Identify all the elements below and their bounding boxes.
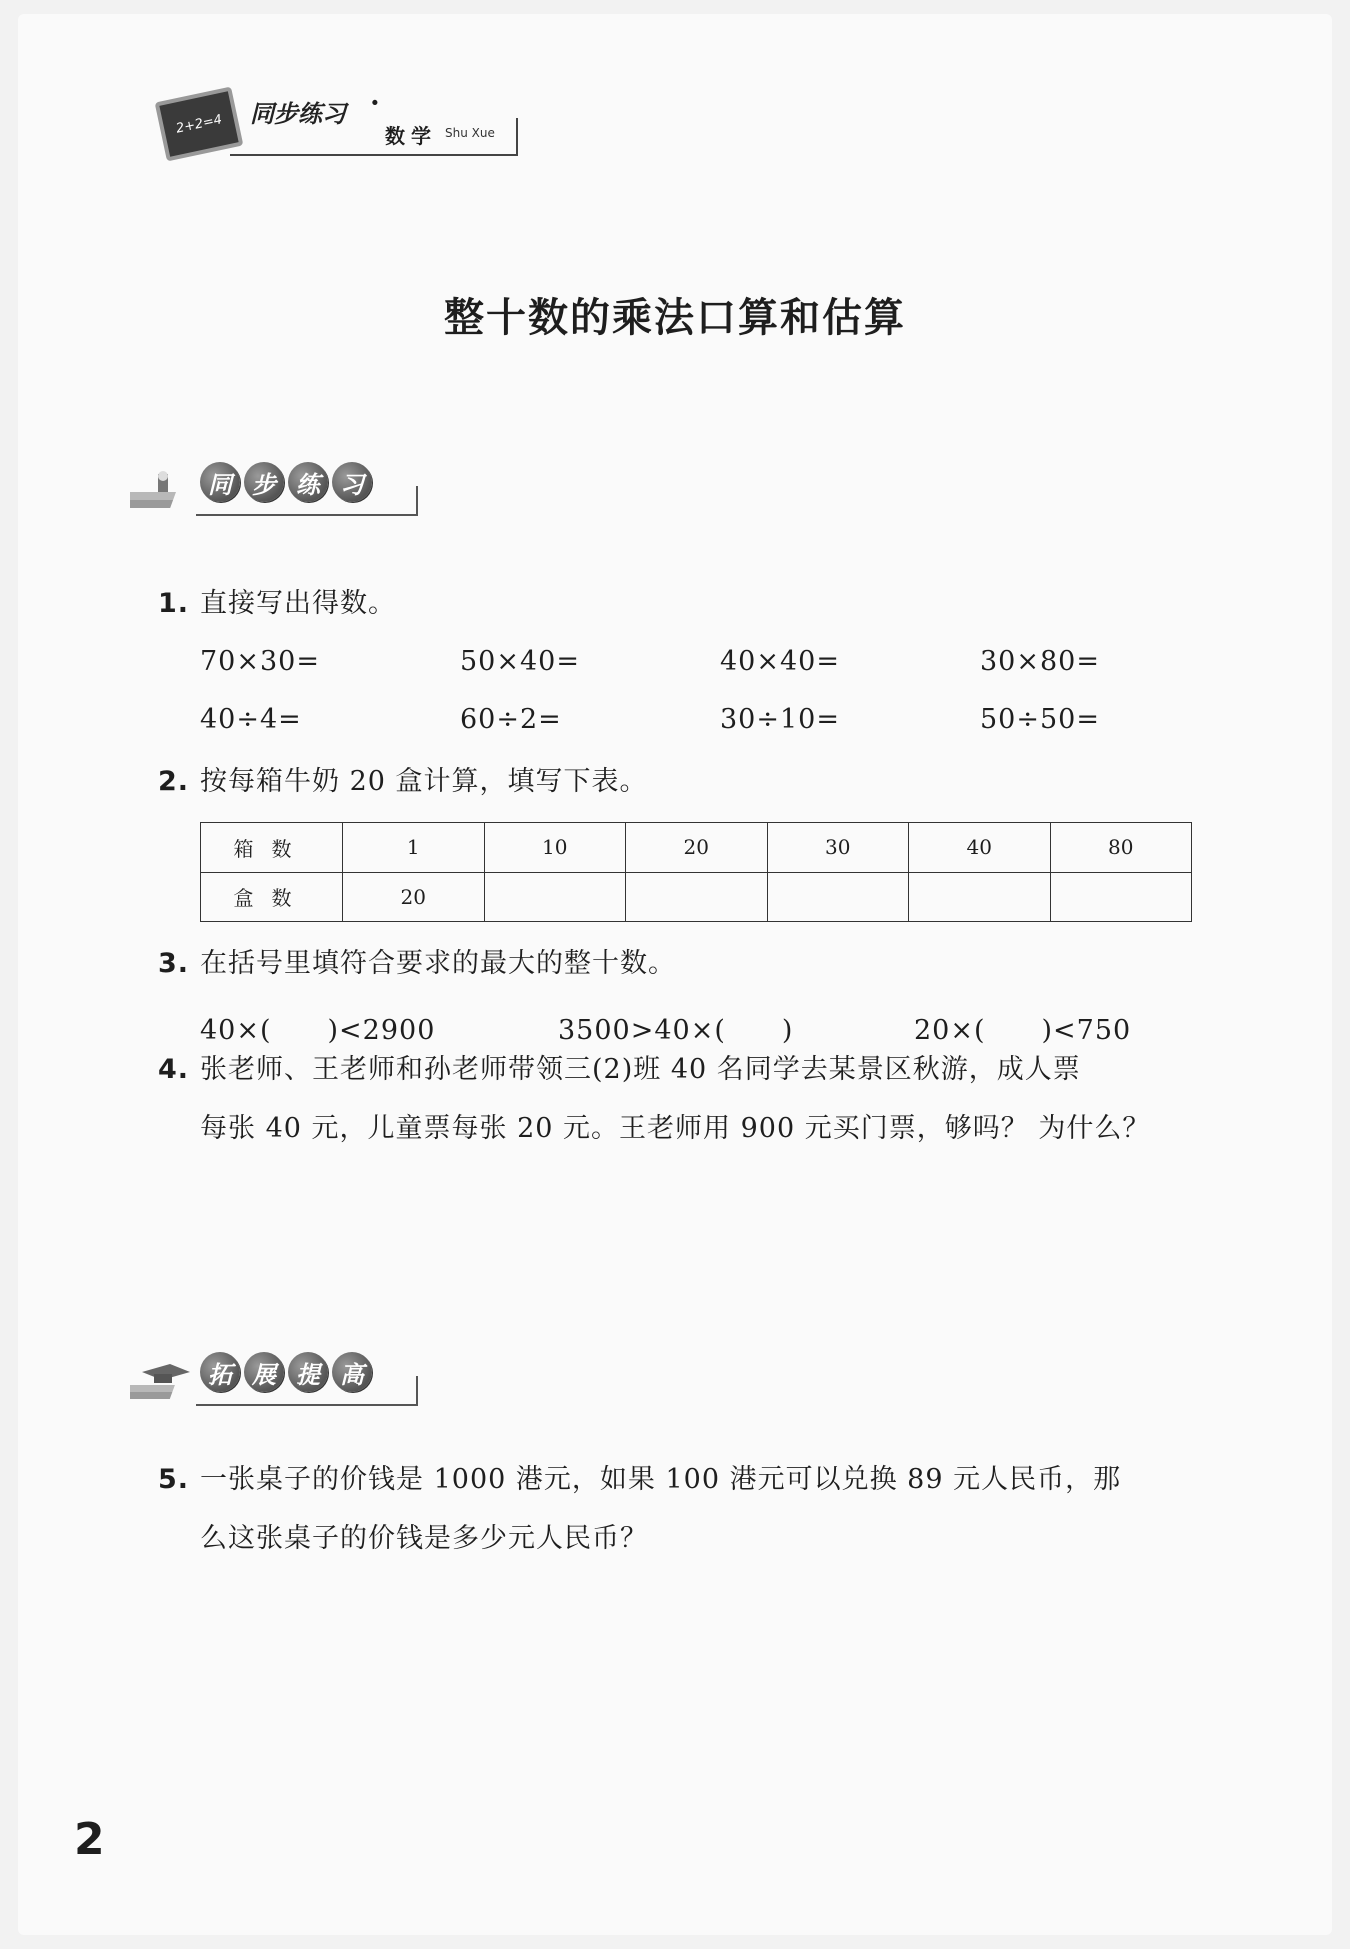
question-number: 3.	[158, 948, 190, 979]
calc-row-2	[200, 704, 1240, 735]
row-header: 箱数	[201, 823, 343, 873]
badge-char: 步	[244, 462, 284, 502]
table-cell: 1	[343, 823, 485, 873]
answer-cell[interactable]	[767, 872, 909, 922]
calc-item: 50×40=	[460, 646, 580, 677]
lamp-books-icon	[130, 470, 192, 516]
question-3	[158, 934, 676, 993]
answer-cell[interactable]	[909, 872, 1051, 922]
question-1	[158, 574, 396, 633]
answer-cell[interactable]	[626, 872, 768, 922]
badge-char: 练	[288, 462, 328, 502]
answer-cell[interactable]	[1050, 872, 1192, 922]
workbook-page	[18, 14, 1332, 1935]
question-text: 直接写出得数。	[200, 588, 396, 619]
page-number: 2	[74, 1814, 105, 1865]
series-name: 同步练习	[250, 100, 346, 128]
table-row	[201, 823, 1192, 873]
compare-item: 40×( )<2900	[200, 1015, 436, 1046]
calc-item: 40÷4=	[200, 704, 302, 735]
subject-name: 数学	[385, 124, 437, 148]
question-2	[158, 752, 648, 811]
section-badge-extension	[130, 1342, 420, 1422]
table-cell: 40	[909, 823, 1051, 873]
header-badge: 2+2=4 同步练习 · 数学 Shu Xue	[140, 76, 520, 166]
badge-char: 同	[200, 462, 240, 502]
question-text-line: 一张桌子的价钱是 1000 港元，如果 100 港元可以兑换 89 元人民币，那	[200, 1464, 1122, 1495]
row-header: 盒数	[201, 872, 343, 922]
question-number: 2.	[158, 766, 190, 797]
table-cell: 20	[343, 872, 485, 922]
question-number: 5.	[158, 1464, 190, 1495]
subject-pinyin: Shu Xue	[445, 126, 495, 140]
question-text-line: 张老师、王老师和孙老师带领三(2)班 40 名同学去某景区秋游，成人票	[200, 1054, 1081, 1085]
milk-table	[200, 822, 1192, 922]
question-number: 1.	[158, 588, 190, 619]
calc-item: 70×30=	[200, 646, 320, 677]
calc-item: 50÷50=	[980, 704, 1100, 735]
chalkboard-icon: 2+2=4	[155, 87, 244, 162]
question-text-line: 么这张桌子的价钱是多少元人民币？	[200, 1523, 648, 1554]
table-cell: 30	[767, 823, 909, 873]
table-cell: 20	[626, 823, 768, 873]
graduation-cap-books-icon	[130, 1360, 192, 1406]
compare-item: 3500>40×( )	[558, 1015, 794, 1046]
page-title: 整十数的乘法口算和估算	[444, 295, 906, 341]
badge-char: 拓	[200, 1352, 240, 1392]
table-cell: 80	[1050, 823, 1192, 873]
calc-item: 30÷10=	[720, 704, 840, 735]
question-text: 按每箱牛奶 20 盒计算，填写下表。	[200, 766, 648, 797]
badge-char: 高	[332, 1352, 372, 1392]
table-row	[201, 872, 1192, 922]
section-badge-practice	[130, 452, 420, 532]
question-4	[158, 1040, 1150, 1158]
question-5	[158, 1450, 1121, 1568]
table-cell: 10	[484, 823, 626, 873]
badge-char: 习	[332, 462, 372, 502]
calc-item: 30×80=	[980, 646, 1100, 677]
question-text-line: 每张 40 元，儿童票每张 20 元。王老师用 900 元买门票，够吗？ 为什么？	[200, 1113, 1151, 1144]
badge-char: 提	[288, 1352, 328, 1392]
calc-item: 60÷2=	[460, 704, 562, 735]
compare-item: 20×( )<750	[914, 1015, 1132, 1046]
question-number: 4.	[158, 1054, 190, 1085]
calc-row-1	[200, 646, 1240, 677]
badge-char: 展	[244, 1352, 284, 1392]
calc-item: 40×40=	[720, 646, 840, 677]
answer-cell[interactable]	[484, 872, 626, 922]
question-text: 在括号里填符合要求的最大的整十数。	[200, 948, 676, 979]
